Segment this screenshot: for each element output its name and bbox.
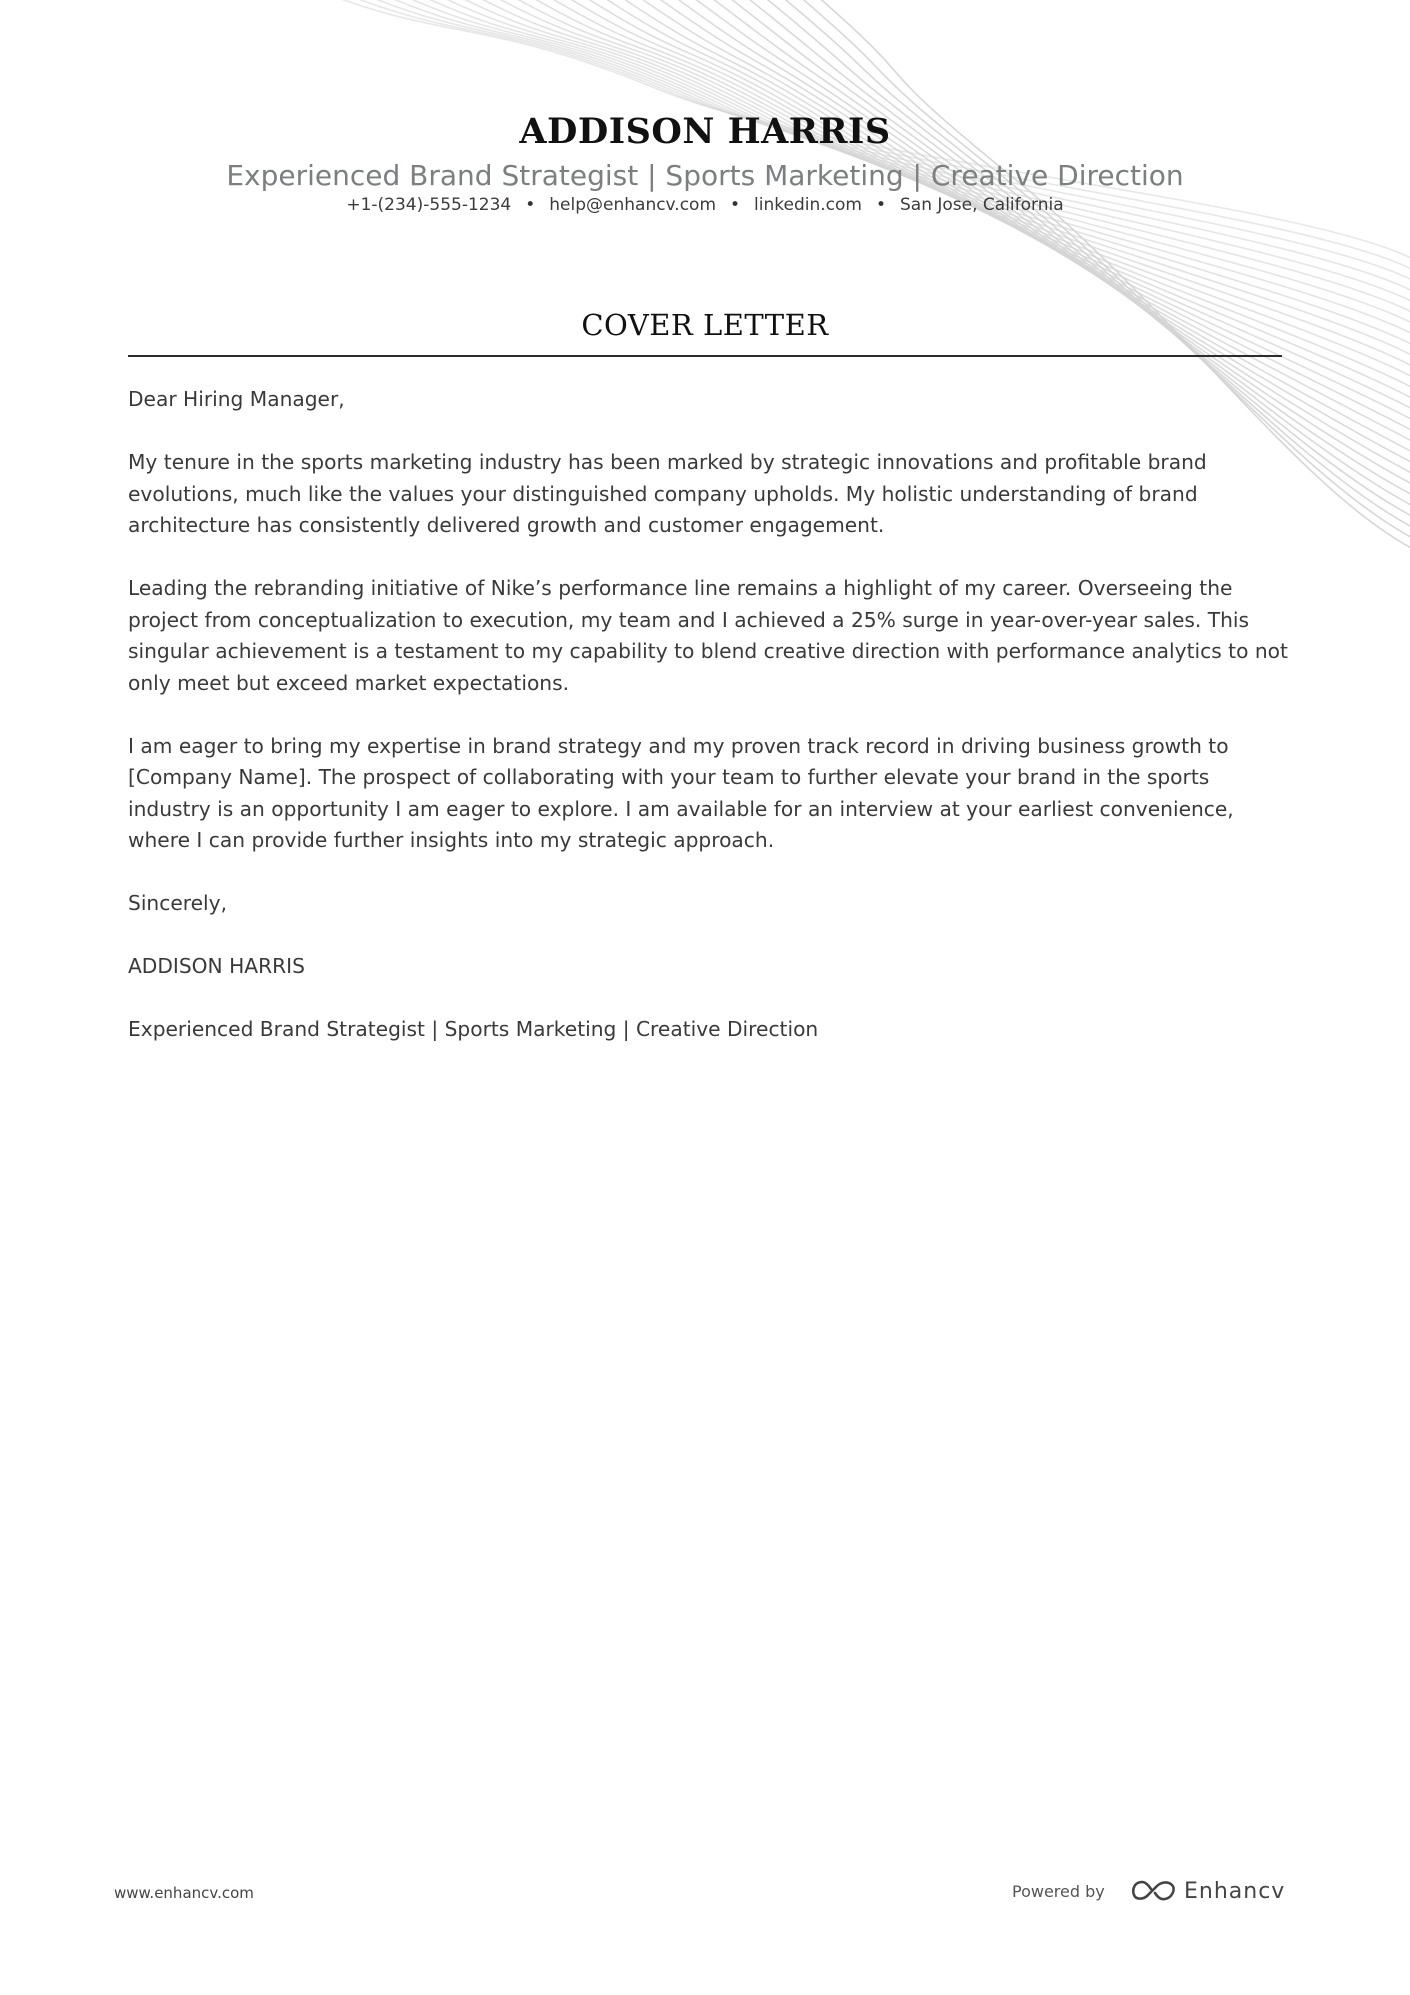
email[interactable]: help@enhancv.com <box>549 195 717 215</box>
letter-body <box>128 384 1288 1077</box>
letter-paragraph: Leading the rebranding initiative of Nike’s performance line remains a highlight of my career. Overseeing the project from conceptualization to execution, my team and I achieved a 25% surge in year-over-year sales. This singular achievement is a testament to my capability to blend creative direction with performance analytics to not only meet but exceed market expectations. <box>128 576 1288 695</box>
letter-header <box>0 110 1410 216</box>
signature-title: Experienced Brand Strategist | Sports Marketing | Creative Direction <box>128 1017 819 1041</box>
letter-paragraph: I am eager to bring my expertise in brand strategy and my proven track record in driving business growth to [Company Name]. The prospect of collaborating with your team to further elevate your brand in the sports industry is an opportunity I am eager to explore. I am available for an interview at your earliest convenience, where I can provide further insights into my strategic approach. <box>128 733 1234 852</box>
section-title: COVER LETTER <box>581 308 829 342</box>
applicant-name: ADDISON HARRIS <box>519 111 891 152</box>
logo-wordmark: Enhancv <box>1184 1878 1286 1904</box>
closing: Sincerely, <box>128 891 227 915</box>
wave-line <box>636 0 1410 443</box>
letter-paragraph: My tenure in the sports marketing industry has been marked by strategic innovations and profitable brand evolutions, much like the values your distinguished company upholds. My holistic understanding of brand architecture has consistently delivered growth and customer engagement. <box>128 450 1207 537</box>
separator-dot: • <box>730 195 741 215</box>
separator-dot: • <box>525 195 536 215</box>
greeting: Dear Hiring Manager, <box>128 387 345 411</box>
contact-line <box>0 194 1410 216</box>
separator-dot: • <box>875 195 886 215</box>
phone: +1-(234)-555-1234 <box>346 195 512 215</box>
signature-name: ADDISON HARRIS <box>128 954 305 978</box>
linkedin[interactable]: linkedin.com <box>754 195 862 215</box>
enhancv-infinity-icon <box>1130 1878 1176 1904</box>
enhancv-logo[interactable] <box>1130 1874 1285 1908</box>
footer-url[interactable]: www.enhancv.com <box>114 1884 254 1902</box>
applicant-headline: Experienced Brand Strategist | Sports Marketing | Creative Direction <box>226 159 1184 192</box>
powered-by-label: Powered by <box>1012 1882 1105 1901</box>
location: San Jose, California <box>900 195 1064 215</box>
section-divider <box>128 355 1282 357</box>
